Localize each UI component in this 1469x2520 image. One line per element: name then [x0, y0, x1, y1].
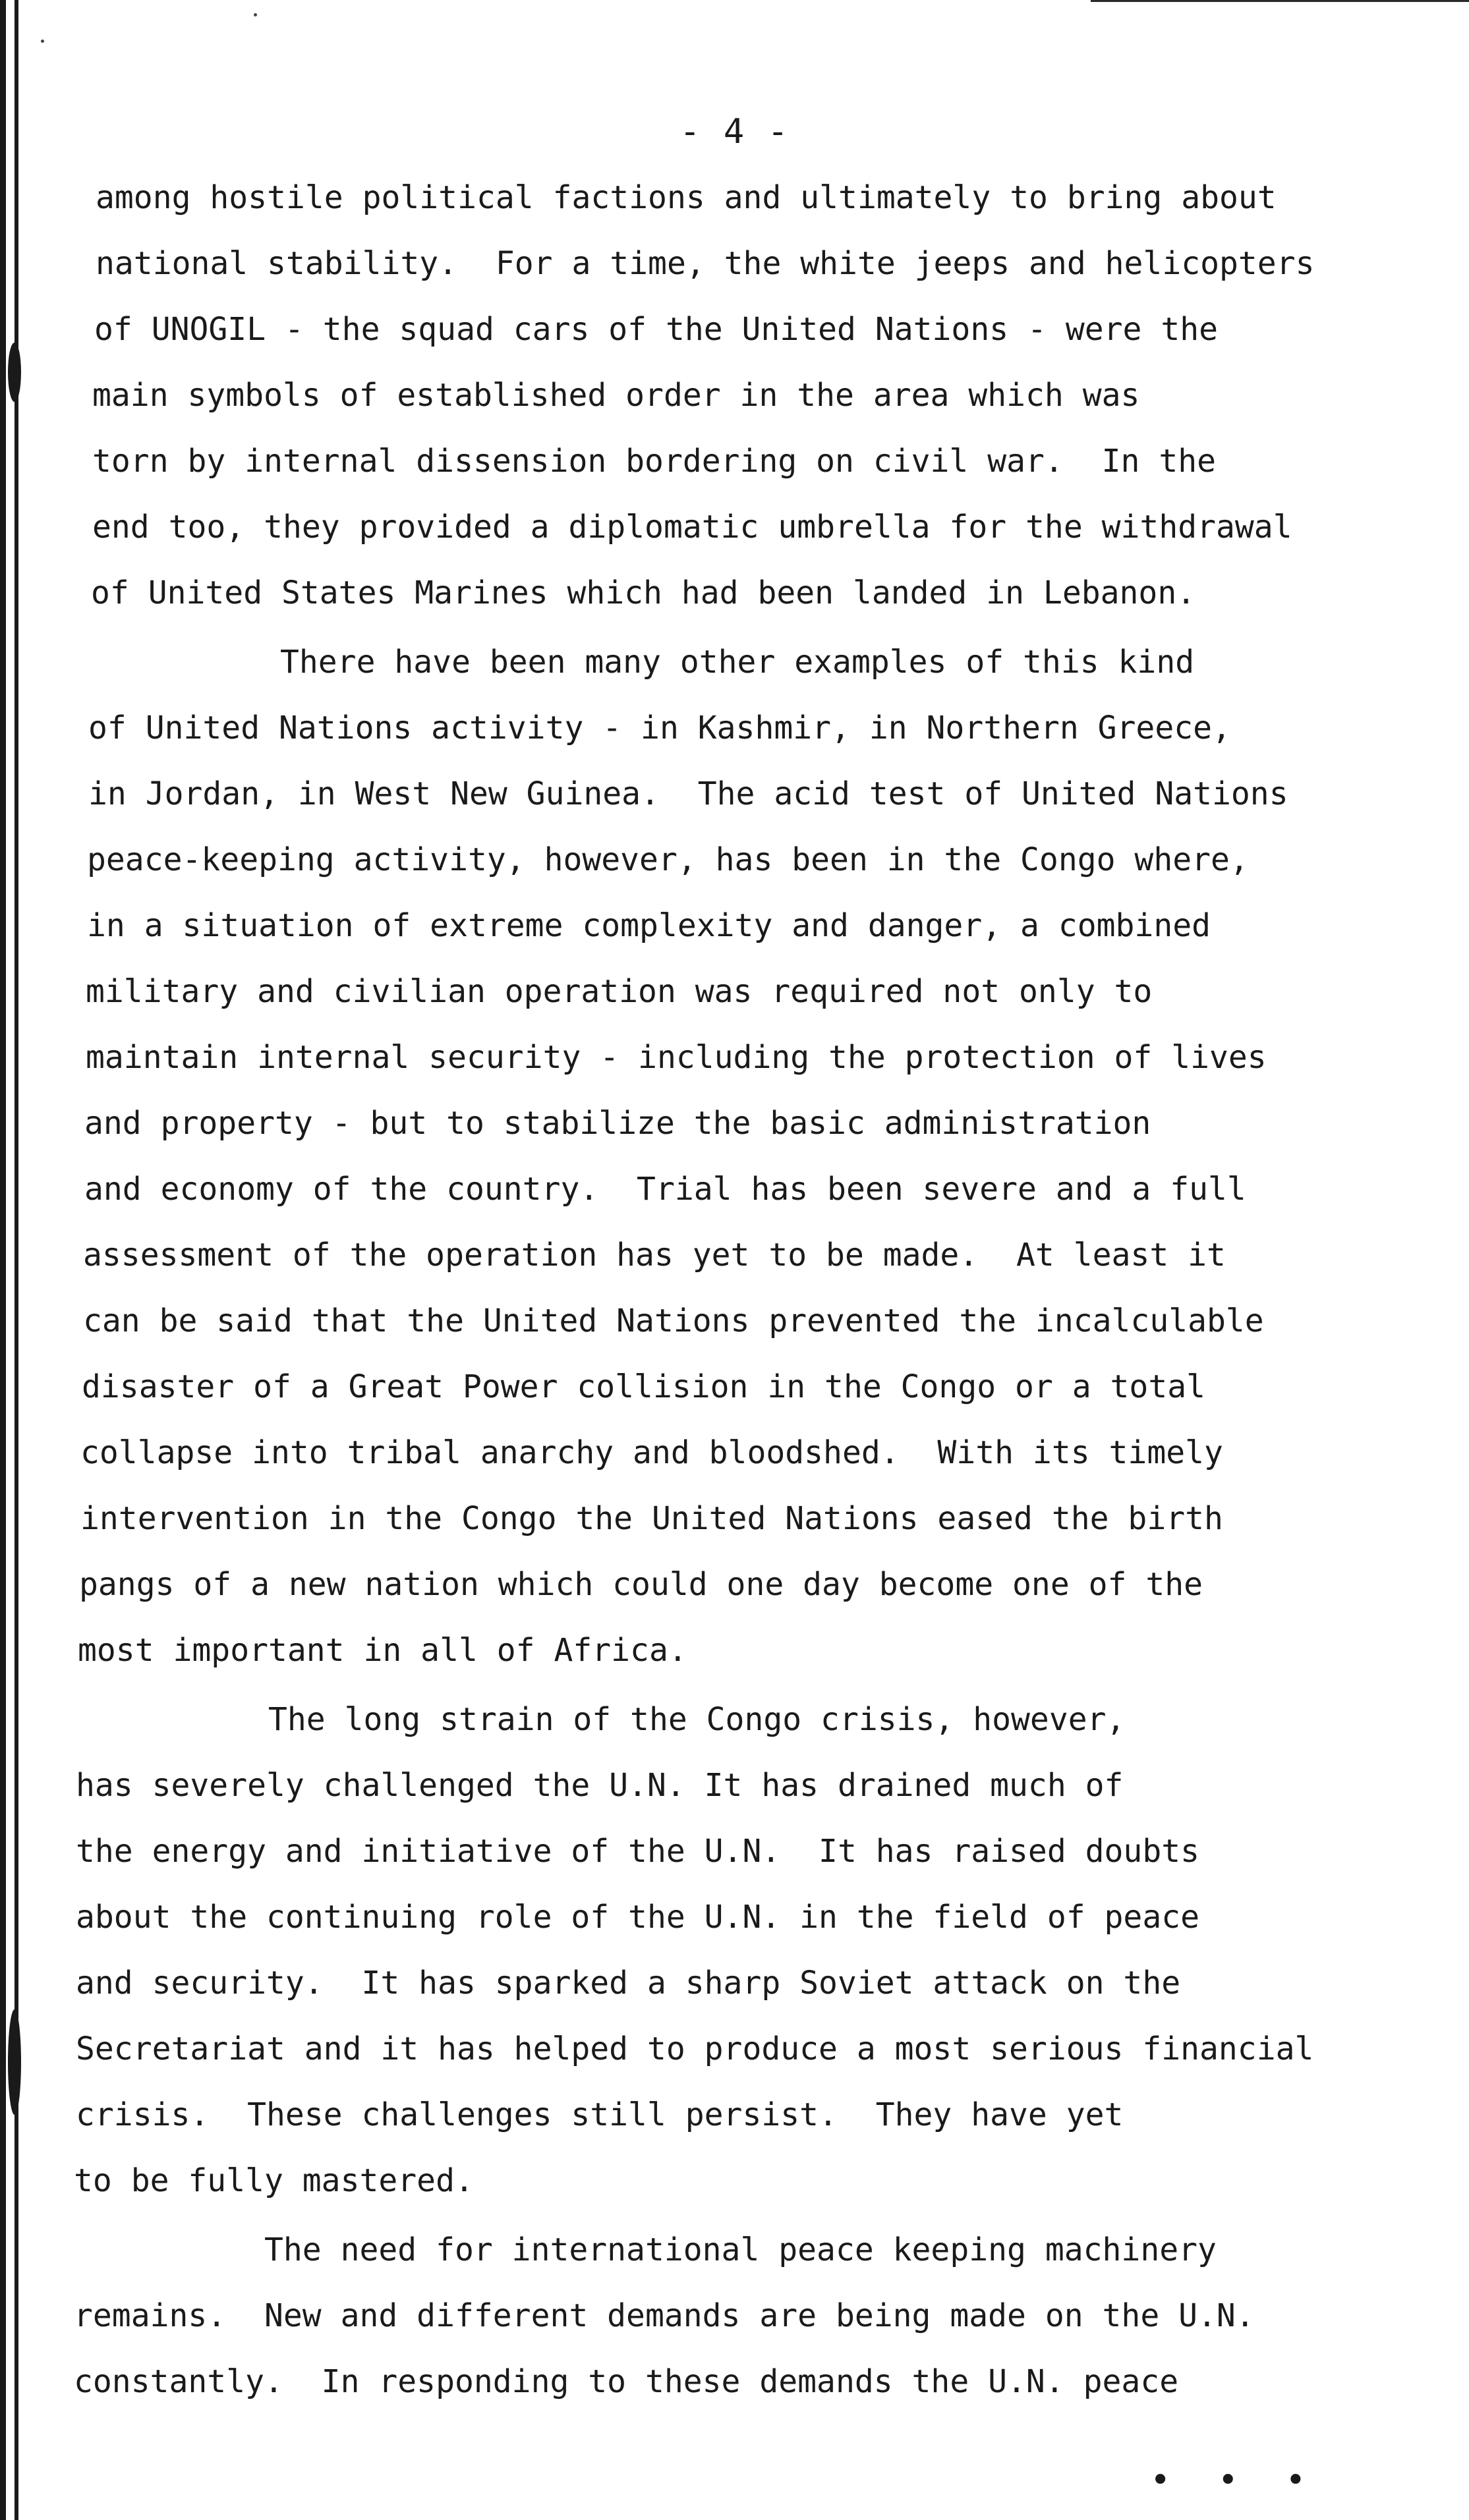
- text-line: of United States Marines which had been landed in Lebanon.: [91, 574, 1196, 611]
- text-line: remains. New and different demands are being made on the U.N.: [74, 2297, 1255, 2334]
- text-line: The long strain of the Congo crisis, however,: [78, 1701, 1126, 1738]
- text-line: in Jordan, in West New Guinea. The acid test of United Nations: [88, 775, 1288, 812]
- text-line: among hostile political factions and ultimately to bring about: [96, 179, 1277, 216]
- text-line: main symbols of established order in the area which was: [92, 377, 1140, 414]
- text-line: assessment of the operation has yet to be made. At least it: [83, 1237, 1226, 1274]
- top-edge-rule: [1091, 0, 1469, 2]
- binding-notch-lower: [8, 2009, 21, 2115]
- text-line: The need for international peace keeping machinery: [74, 2231, 1217, 2268]
- binding-edge: [0, 0, 6, 2520]
- text-line: has severely challenged the U.N. It has drained much of: [76, 1767, 1124, 1804]
- text-line: maintain internal security - including the protection of lives: [86, 1039, 1267, 1076]
- text-line: to be fully mastered.: [74, 2162, 474, 2199]
- page-number: - 4 -: [679, 112, 790, 152]
- text-line: disaster of a Great Power collision in the Congo or a total: [82, 1368, 1206, 1405]
- text-line: and security. It has sparked a sharp Soviet attack on the: [76, 1965, 1181, 2002]
- text-line: collapse into tribal anarchy and bloodshed. With its timely: [80, 1434, 1223, 1471]
- text-line: intervention in the Congo the United Nations eased the birth: [80, 1500, 1223, 1537]
- text-line: military and civilian operation was required not only to: [86, 973, 1153, 1010]
- text-line: most important in all of Africa.: [78, 1632, 687, 1669]
- text-line: the energy and initiative of the U.N. It has raised doubts: [76, 1833, 1200, 1870]
- text-line: of United Nations activity - in Kashmir, in Northern Greece,: [88, 710, 1231, 746]
- text-line: about the continuing role of the U.N. in the field of peace: [76, 1899, 1200, 1936]
- scan-speck: [41, 40, 44, 43]
- text-line: There have been many other examples of this kind: [90, 644, 1195, 681]
- text-line: of UNOGIL - the squad cars of the United Nations - were the: [94, 311, 1219, 348]
- text-line: peace-keeping activity, however, has been in the Congo where,: [87, 841, 1249, 878]
- text-line: in a situation of extreme complexity and danger, a combined: [87, 907, 1211, 944]
- text-line: national stability. For a time, the white jeeps and helicopters: [96, 245, 1315, 282]
- text-line: torn by internal dissension bordering on civil war. In the: [92, 443, 1217, 480]
- text-line: Secretariat and it has helped to produce a most serious financial: [76, 2030, 1314, 2067]
- continuation-mark: • • •: [1150, 2461, 1319, 2500]
- text-line: constantly. In responding to these demands the U.N. peace: [74, 2363, 1179, 2400]
- text-line: can be said that the United Nations prevented the incalculable: [83, 1302, 1264, 1339]
- text-line: crisis. These challenges still persist. They have yet: [76, 2096, 1124, 2133]
- scan-speck: [254, 13, 257, 16]
- text-line: end too, they provided a diplomatic umbrella for the withdrawal: [92, 509, 1292, 546]
- text-line: and property - but to stabilize the basic administration: [84, 1105, 1151, 1142]
- text-line: and economy of the country. Trial has been severe and a full: [84, 1171, 1246, 1208]
- binding-notch-upper: [8, 343, 21, 402]
- text-line: pangs of a new nation which could one day become one of the: [79, 1566, 1203, 1603]
